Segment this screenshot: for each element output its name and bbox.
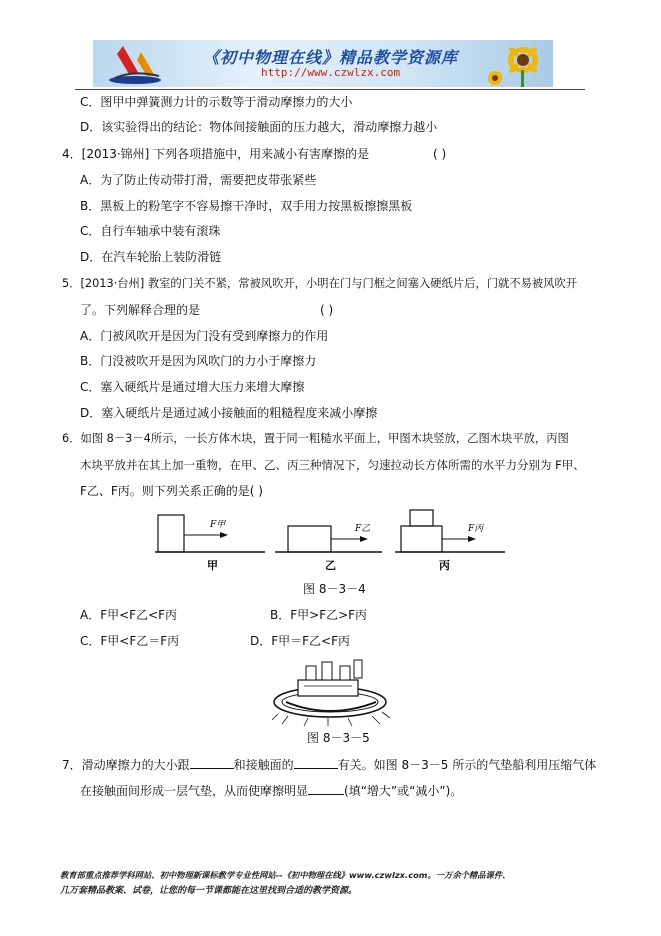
q4-option-c: C．自行车轴承中装有滚珠 xyxy=(80,224,221,238)
q6-stem-line2: 木块平放并在其上加一重物，在甲、乙、丙三种情况下，匀速拉动长方体所需的水平力分别为 F甲、 xyxy=(80,458,585,472)
q3-option-c: C．图甲中弹簧测力计的示数等于滑动摩擦力的大小 xyxy=(80,95,353,109)
q5-option-a: A．门被风吹开是因为门没有受到摩擦力的作用 xyxy=(80,329,329,343)
q4-paren: ( ) xyxy=(433,147,447,161)
figure-8-3-4 xyxy=(150,505,510,573)
footer-line2: 几万套精品教案、试卷，让您的每一节课都能在这里找到合适的教学资源。 xyxy=(60,886,358,896)
figure-part-bing xyxy=(395,510,505,552)
figure-label-yi: 乙 xyxy=(325,559,336,572)
q7-blank-1[interactable] xyxy=(190,756,234,769)
q4-option-a: A．为了防止传动带打滑，需要把皮带张紧些 xyxy=(80,173,317,187)
figure-part-jia xyxy=(155,515,265,552)
header-banner xyxy=(93,40,553,87)
q6-stem-line3: F乙、F丙。则下列关系正确的是( ) xyxy=(80,484,263,498)
q5-option-c: C．塞入硬纸片是通过增大压力来增大摩擦 xyxy=(80,380,305,394)
figure-8-3-5-caption: 图 8－3－5 xyxy=(307,731,370,745)
q6-option-c: C．F甲<F乙＝F丙 xyxy=(80,634,180,648)
site-title: 《初中物理在线》精品教学资源库 xyxy=(203,48,459,67)
sunflower-icon xyxy=(483,40,553,87)
q7-blank-3[interactable] xyxy=(308,782,344,795)
q7-text-line2b: (填“增大”或“减小”)。 xyxy=(344,784,463,798)
q3-option-d: D．该实验得出的结论：物体间接触面的压力越大，滑动摩擦力越小 xyxy=(80,120,438,134)
logo-icon xyxy=(93,40,193,87)
q4-stem xyxy=(62,146,369,162)
q5-paren: ( ) xyxy=(320,303,334,317)
figure-8-3-4-caption: 图 8－3－4 xyxy=(303,582,366,596)
q7-blank-2[interactable] xyxy=(294,756,338,769)
q4-option-b: B．黑板上的粉笔字不容易擦干净时，双手用力按黑板擦擦黑板 xyxy=(80,199,413,213)
force-label-jia: F甲 xyxy=(210,520,226,530)
force-label-yi: F乙 xyxy=(355,524,371,534)
figure-label-bing: 丙 xyxy=(439,559,450,572)
figure-part-yi xyxy=(275,524,382,552)
q5-option-b: B．门没被吹开是因为风吹门的力小于摩擦力 xyxy=(80,354,317,368)
q6-option-a: A．F甲<F乙<F丙 xyxy=(80,608,178,622)
figure-label-jia: 甲 xyxy=(207,559,218,572)
q7-text-part2: 和接触面的 xyxy=(233,758,294,772)
q4-option-d: D．在汽车轮胎上装防滑链 xyxy=(80,250,222,264)
site-url: http://www.czwlzx.com xyxy=(261,66,401,79)
q4-stem-text: 4．[2013·锦州] 下列各项措施中，用来减小有害摩擦的是 xyxy=(62,147,370,161)
q7-text-part3: 有关。如图 8－3－5 所示的气垫船利用压缩气体 xyxy=(337,758,597,772)
q6-stem-line1: 6．如图 8－3－4所示，一长方体木块，置于同一粗糙水平面上，甲图木块竖放，乙图木块平放，丙图 xyxy=(62,432,569,445)
q7-line1 xyxy=(62,756,596,773)
q5-stem-line2: 了。下列解释合理的是 xyxy=(80,303,201,317)
q7-line2 xyxy=(80,782,462,799)
q7-text-line2a: 在接触面间形成一层气垫，从而使摩擦明显 xyxy=(80,784,309,798)
header-divider xyxy=(75,89,585,90)
q5-option-d: D．塞入硬纸片是通过减小接触面的粗糙程度来减小摩擦 xyxy=(80,406,378,420)
q6-option-b: B．F甲>F乙>F丙 xyxy=(270,608,368,622)
force-label-bing: F丙 xyxy=(468,524,484,534)
q6-option-d: D．F甲＝F乙<F丙 xyxy=(250,634,351,648)
q7-text-part1: 7．滑动摩擦力的大小跟 xyxy=(62,758,190,772)
footer-line1: 教育部重点推荐学科网站、初中物理新课标教学专业性网站--《初中物理在线》www.czwlzx.com。一万余个精品课件、 xyxy=(60,870,511,880)
q5-stem-line1: 5．[2013·台州] 教室的门关不紧，常被风吹开，小明在门与门框之间塞入硬纸片后，门就不易被风吹开 xyxy=(62,277,578,290)
hovercraft-figure xyxy=(268,658,398,728)
